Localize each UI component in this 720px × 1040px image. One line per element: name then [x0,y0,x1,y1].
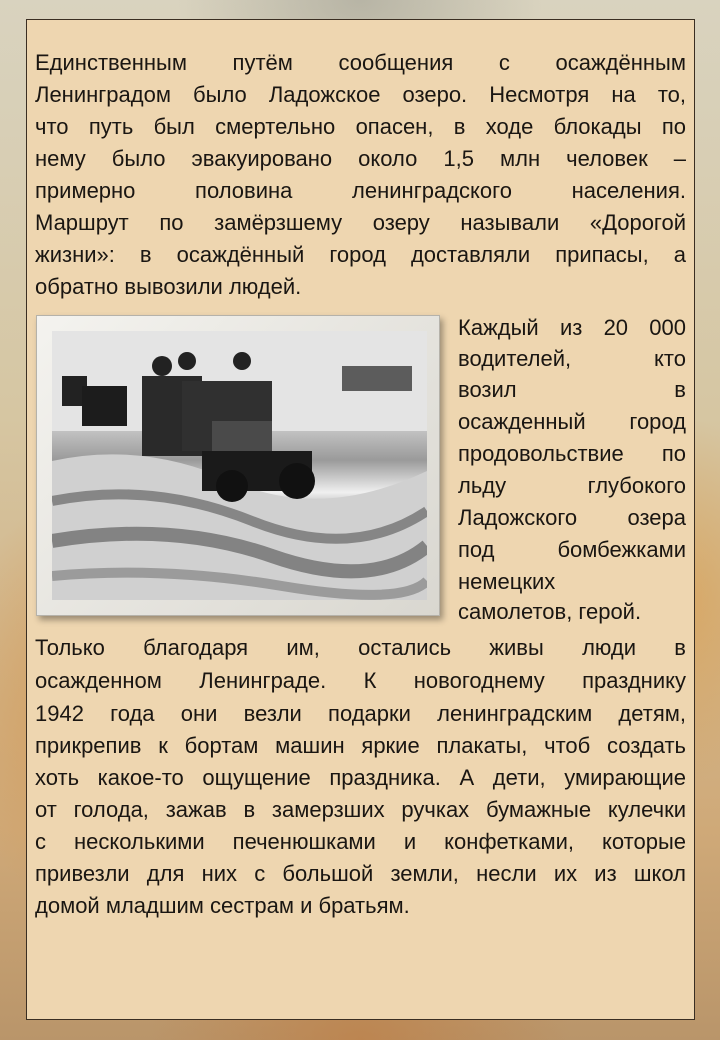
road-of-life-photo [36,315,440,616]
text-line: немецких [458,569,556,594]
text-line: жизни»: в осаждённый город доставляли припасы, а [35,242,686,267]
text-line: что путь был смертельно опасен, в ходе блокады по [35,114,686,139]
text-line: под бомбежками [458,537,686,562]
text-line: Маршрут по замёрзшему озеру называли «Дорогой [35,210,686,235]
text-line: с несколькими печенюшками и конфетками, которые [35,829,686,854]
text-line: возил в [458,377,686,402]
text-line: прикрепив к бортам машин яркие плакаты, чтоб создать [35,733,686,758]
trucks-on-ice-image [52,331,427,600]
text-line: Каждый из 20 000 [458,315,686,340]
text-line: обратно вывозили людей. [35,274,302,299]
text-line: осажденный город [458,409,686,434]
text-line: привезли для них с большой земли, несли их из школ [35,861,686,886]
text-line: осажденном Ленинграде. К новогоднему празднику [35,668,686,693]
text-line: Ленинградом было Ладожское озеро. Несмотря на то, [35,82,686,107]
text-line: продовольствие по [458,441,686,466]
text-line: Только благодаря им, остались живы люди в [35,635,686,660]
text-line: домой младшим сестрам и братьям. [35,893,410,918]
text-line: самолетов, герой. [458,599,642,624]
text-line: Ладожского озера [458,505,686,530]
text-line: Единственным путём сообщения с осаждённым [35,50,686,75]
text-line: нему было эвакуировано около 1,5 млн человек – [35,146,686,171]
text-line: 1942 года они везли подарки ленинградским детям, [35,701,686,726]
text-line: льду глубокого [458,473,686,498]
text-line: хоть какое-то ощущение праздника. А дети, умирающие [35,765,686,790]
text-line: водителей, кто [458,346,686,371]
text-line: от голода, зажав в замерзших ручках бумажные кулечки [35,797,686,822]
text-line: примерно половина ленинградского населения. [35,178,686,203]
